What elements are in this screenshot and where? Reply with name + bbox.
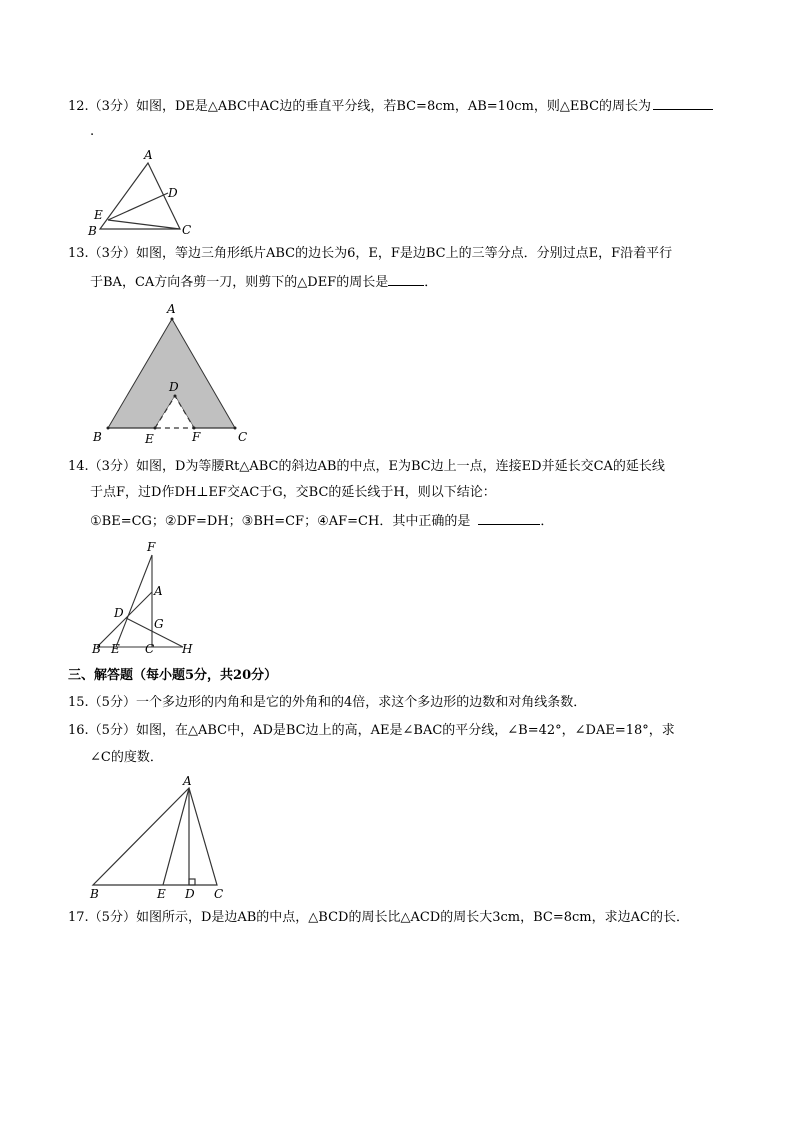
label-h: H — [182, 642, 193, 656]
q16-line2: ∠C的度数． — [90, 750, 163, 765]
label-a: A — [183, 774, 192, 788]
label-a: A — [154, 584, 163, 598]
q13-line2: 于BA，CA方向各剪一刀，则剪下的△DEF的周长是 ． — [90, 275, 438, 290]
label-b: B — [93, 430, 102, 444]
label-c: C — [145, 642, 155, 656]
label-d: D — [185, 887, 195, 901]
label-c: C — [238, 430, 248, 444]
label-f: F — [147, 540, 156, 554]
q15-line: 15.（5分）一个多边形的内角和是它的外角和的4倍，求这个多边形的边数和对角线条数． — [68, 695, 587, 710]
label-d: D — [114, 606, 124, 620]
label-c: C — [214, 887, 224, 901]
segment-ec — [108, 220, 180, 229]
q14-line2: 于点F，过D作DH⊥EF交AC于G，交BC的延长线于H，则以下结论： — [90, 485, 496, 500]
section-heading: 三、解答题（每小题5分，共20分） — [68, 668, 278, 683]
right-angle-mark — [189, 879, 195, 885]
label-e: E — [111, 642, 120, 656]
q14-line1: 14.（3分）如图，D为等腰Rt△ABC的斜边AB的中点，E为BC边上一点，连接ED并延长交CA的延长线 — [68, 459, 665, 474]
label-e: E — [94, 208, 103, 222]
label-e: E — [145, 432, 154, 446]
label-a: A — [167, 302, 176, 316]
label-f: F — [192, 430, 201, 444]
q12-line1: 12.（3分）如图，DE是△ABC中AC边的垂直平分线，若BC=8cm，AB=10cm，则△EBC的周长为 — [68, 97, 713, 115]
label-d: D — [168, 186, 178, 200]
q12-line2: . — [90, 124, 95, 139]
q16-line1: 16.（5分）如图，在△ABC中，AD是BC边上的高，AE是∠BAC的平分线，∠B=42°，∠DAE=18°，求 — [68, 723, 675, 738]
label-d: D — [169, 380, 179, 394]
label-b: B — [92, 642, 101, 656]
q13-line1: 13.（3分）如图，等边三角形纸片ABC的边长为6，E，F是边BC上的三等分点．分别过点E，F沿着平行 — [68, 246, 673, 261]
label-b: B — [88, 224, 97, 238]
figure-16 — [93, 788, 217, 885]
label-c: C — [182, 223, 192, 237]
q14-line3: ①BE=CG；②DF=DH；③BH=CF；④AF=CH．其中正确的是 ． — [90, 514, 554, 529]
q17-line: 17.（5分）如图所示，D是边AB的中点，△BCD的周长比△ACD的周长大3cm，BC=8cm，求边AC的长． — [68, 910, 689, 925]
figure-13 — [107, 318, 237, 430]
label-b: B — [90, 887, 99, 901]
label-g: G — [154, 617, 164, 631]
label-e: E — [157, 887, 166, 901]
figure-14 — [97, 555, 183, 647]
label-a: A — [144, 148, 153, 162]
